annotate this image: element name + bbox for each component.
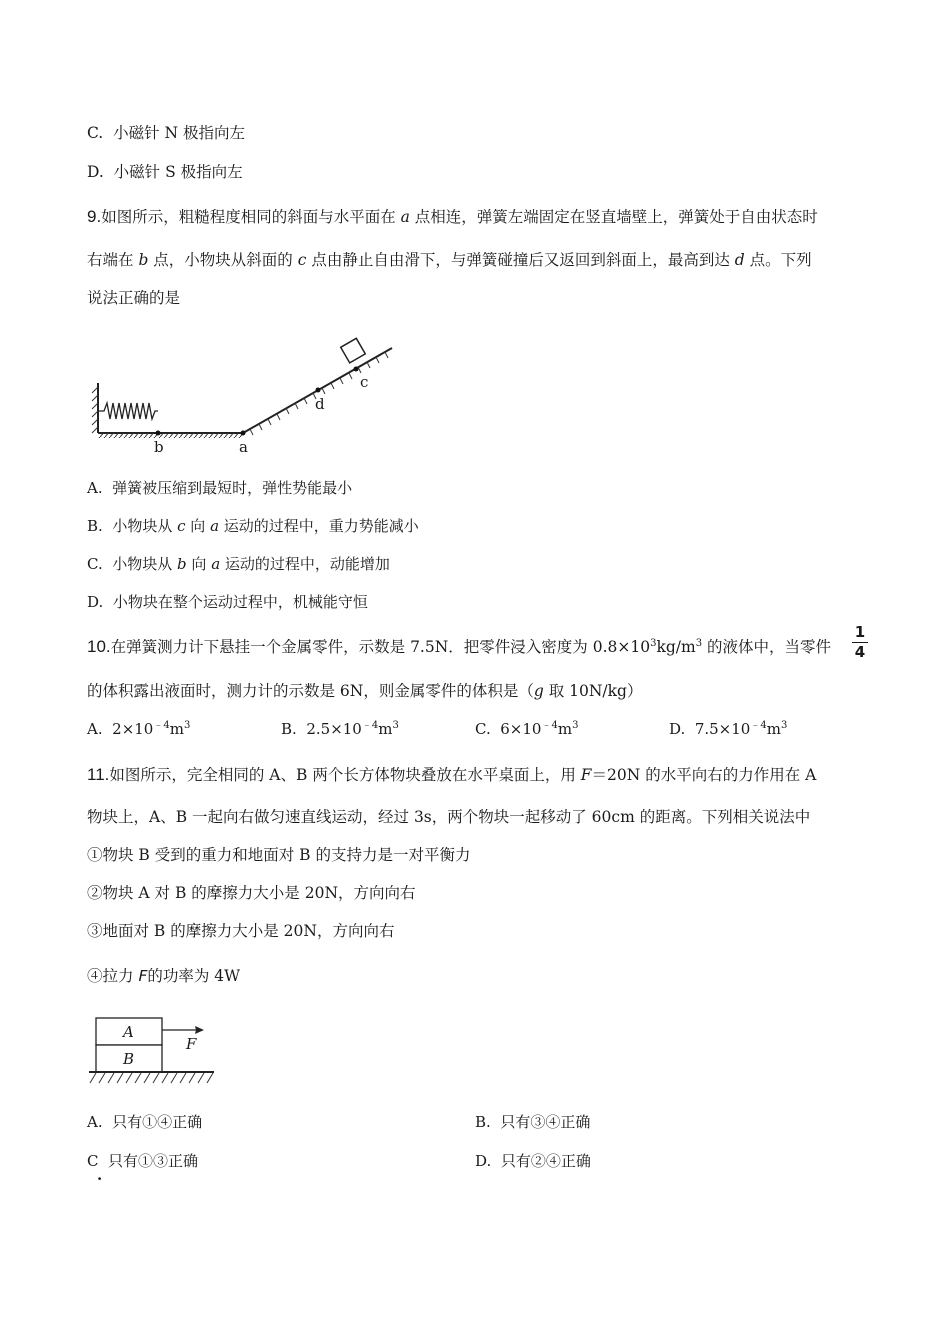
q10-option-a: A. $2\times 10^{﹣4}m^3$ [87, 720, 191, 738]
q9-line1: 9.如图所示，粗糙程度相同的斜面与水平面在 a 点相连，弹簧左端固定在竖直墙壁上，弹簧处于自由状态时 [87, 207, 818, 226]
q11-statement-1: ①物块 B 受到的重力和地面对 B 的支持力是一对平衡力 [87, 846, 471, 864]
fraction-one-quarter [851, 624, 869, 661]
option-d-prev: D. 小磁针 S 极指向左 [87, 163, 243, 181]
spring [98, 403, 158, 419]
q10-option-b: B. $2.5\times 10^{﹣4}m^3$ [281, 720, 399, 738]
q11-statement-3: ③地面对 B 的摩擦力大小是 20N，方向向右 [87, 922, 395, 940]
q11-statement-4: ④拉力 F的功率为 4W [87, 967, 241, 985]
point-b [156, 431, 161, 436]
label-d: d [315, 395, 325, 413]
q11-option-c: C 只有①③正确 [87, 1152, 199, 1170]
stray-dot: . [97, 1166, 103, 1184]
q9-option-c: C. 小物块从 b 向 a 运动的过程中，动能增加 [87, 555, 390, 573]
q11-option-d: D. 只有②④正确 [475, 1152, 591, 1170]
point-d [316, 388, 321, 393]
force-arrowhead [195, 1026, 204, 1034]
q9-line3: 说法正确的是 [87, 289, 181, 307]
incline-spring-figure [90, 335, 400, 460]
q11-line1: 11.如图所示，完全相同的 A、B 两个长方体物块叠放在水平桌面上，用 F＝20N 的水平向右的力作用在 A [87, 765, 817, 784]
stacked-blocks-figure [86, 1015, 218, 1090]
label-a: a [239, 438, 248, 456]
q11-number: 11. [87, 765, 110, 784]
q10-option-d: D. $7.5\times 10^{﹣4}m^3$ [669, 720, 788, 738]
q9-option-a: A. 弹簧被压缩到最短时，弹性势能最小 [87, 479, 353, 497]
fraction-denominator: 4 [854, 643, 866, 661]
q9-option-d: D. 小物块在整个运动过程中，机械能守恒 [87, 593, 368, 611]
option-c-prev: C. 小磁针 N 极指向左 [87, 124, 246, 142]
point-c [354, 367, 359, 372]
q10-line2: 的体积露出液面时，测力计的示数是 6N，则金属零件的体积是（g 取 10N/kg） [87, 682, 643, 700]
label-c: c [360, 373, 369, 391]
q9-number: 9. [87, 207, 102, 226]
q9-option-b: B. 小物块从 c 向 a 运动的过程中，重力势能减小 [87, 517, 419, 535]
q11-line2: 物块上，A、B 一起向右做匀速直线运动，经过 3s，两个物块一起移动了 60cm 的距离。下列相关说法中 [87, 808, 811, 826]
q10-number: 10. [87, 637, 111, 656]
q9-line2: 右端在 b 点，小物块从斜面的 c 点由静止自由滑下，与弹簧碰撞后又返回到斜面上，最高到达 d 点。下列 [87, 251, 812, 269]
label-block-b: B [123, 1050, 135, 1068]
label-force: F [186, 1035, 197, 1053]
point-a [241, 431, 246, 436]
label-b: b [154, 438, 164, 456]
block [341, 338, 366, 363]
label-block-a: A [123, 1023, 134, 1041]
q10-option-c: C. $6\times 10^{﹣4}m^3$ [475, 720, 579, 738]
fraction-numerator: 1 [854, 623, 866, 641]
q11-option-a: A. 只有①④正确 [87, 1113, 203, 1131]
q11-option-b: B. 只有③④正确 [475, 1113, 591, 1131]
q10-line1: 10.在弹簧测力计下悬挂一个金属零件，示数是 7.5N．把零件浸入密度为 $0.8\times 10^3kg/m^3$ 的液体中，当零件 [87, 637, 831, 656]
q11-statement-2: ②物块 A 对 B 的摩擦力大小是 20N，方向向右 [87, 884, 416, 902]
